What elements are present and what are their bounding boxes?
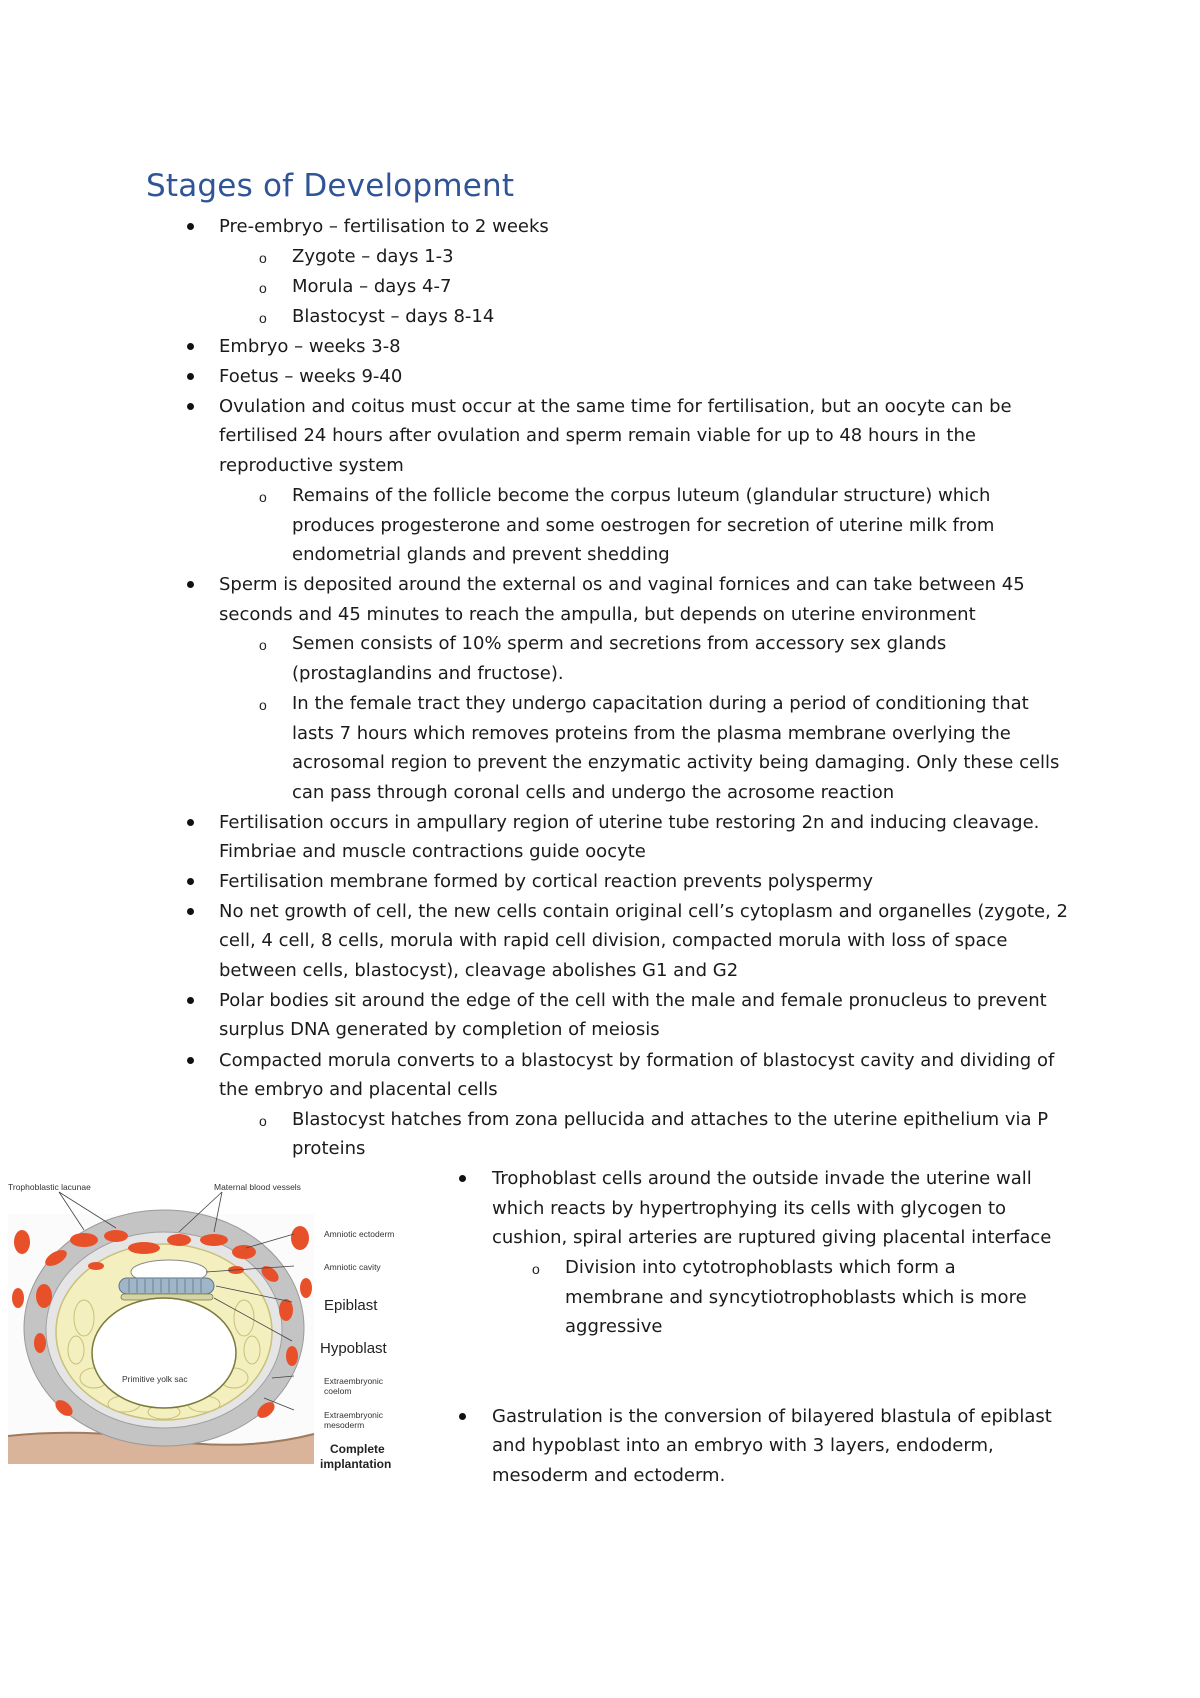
label-amniotic-cavity: Amniotic cavity	[324, 1262, 381, 1272]
sub-item-division: Division into cytotrophoblasts which form a	[565, 1257, 956, 1278]
bullet-dot	[459, 1413, 466, 1420]
list-item-sperm-cont: seconds and 45 minutes to reach the ampulla, but depends on uterine environment	[219, 604, 976, 625]
sub-item-division-cont: membrane and syncytiotrophoblasts which is more	[565, 1287, 1027, 1308]
label-trophoblastic-lacunae: Trophoblastic lacunae	[8, 1182, 91, 1192]
list-item-cleavage-cont: between cells, blastocyst), cleavage abolishes G1 and G2	[219, 960, 739, 981]
bullet-dot	[187, 908, 194, 915]
sub-item-capacitation: In the female tract they undergo capacitation during a period of conditioning that	[292, 693, 1029, 714]
list-item-ovulation-cont: fertilised 24 hours after ovulation and sperm remain viable for up to 48 hours in the	[219, 425, 976, 446]
bullet-dot	[187, 343, 194, 350]
list-item-gastrulation-cont: and hypoblast into an embryo with 3 layers, endoderm,	[492, 1435, 994, 1456]
sub-bullet: o	[259, 637, 267, 653]
sub-item-blastocyst: Blastocyst – days 8-14	[292, 306, 495, 327]
sub-item-division-cont: aggressive	[565, 1316, 663, 1337]
sub-item-morula: Morula – days 4-7	[292, 276, 452, 297]
sub-bullet: o	[259, 310, 267, 326]
bullet-dot	[187, 1057, 194, 1064]
list-item-compacted-morula: Compacted morula converts to a blastocyst by formation of blastocyst cavity and dividing of	[219, 1050, 1055, 1071]
bullet-dot	[187, 878, 194, 885]
bullet-dot	[187, 223, 194, 230]
implantation-diagram	[4, 1178, 404, 1478]
label-primitive-yolk-sac: Primitive yolk sac	[122, 1374, 188, 1384]
bullet-dot	[187, 403, 194, 410]
list-item-cleavage: No net growth of cell, the new cells contain original cell’s cytoplasm and organelles (zygote, 2	[219, 901, 1068, 922]
label-maternal-blood-vessels: Maternal blood vessels	[214, 1182, 301, 1192]
sub-bullet: o	[259, 250, 267, 266]
page-title: Stages of Development	[146, 168, 515, 204]
list-item-pre-embryo: Pre-embryo – fertilisation to 2 weeks	[219, 216, 549, 237]
label-extraembryonic-mesoderm-1: Extraembryonic	[324, 1410, 384, 1420]
sub-item-capacitation-cont: lasts 7 hours which removes proteins from the plasma membrane overlying the	[292, 723, 1011, 744]
sub-item-corpus-luteum-cont: endometrial glands and prevent shedding	[292, 544, 670, 565]
sub-bullet: o	[259, 489, 267, 505]
sub-bullet: o	[532, 1261, 540, 1277]
list-item-trophoblast-cont: which reacts by hypertrophying its cells with glycogen to	[492, 1198, 1007, 1219]
sub-item-hatching-cont: proteins	[292, 1138, 366, 1159]
list-item-ovulation: Ovulation and coitus must occur at the same time for fertilisation, but an oocyte can be	[219, 396, 1012, 417]
list-item-trophoblast-cont: cushion, spiral arteries are ruptured giving placental interface	[492, 1227, 1052, 1248]
bullet-dot	[187, 997, 194, 1004]
list-item-gastrulation: Gastrulation is the conversion of bilayered blastula of epiblast	[492, 1406, 1052, 1427]
list-item-ovulation-cont: reproductive system	[219, 455, 404, 476]
label-extraembryonic-coelom-2: coelom	[324, 1386, 352, 1396]
bullet-dot	[187, 581, 194, 588]
sub-bullet: o	[259, 1113, 267, 1129]
epiblast	[119, 1278, 214, 1294]
label-complete-2: implantation	[320, 1457, 392, 1471]
list-item-fertilisation-cont: Fimbriae and muscle contractions guide oocyte	[219, 841, 646, 862]
label-extraembryonic-coelom-1: Extraembryonic	[324, 1376, 384, 1386]
sub-item-capacitation-cont: can pass through coronal cells and undergo the acrosome reaction	[292, 782, 895, 803]
list-item-sperm: Sperm is deposited around the external os and vaginal fornices and can take between 45	[219, 574, 1025, 595]
bullet-dot	[187, 373, 194, 380]
list-item-cleavage-cont: cell, 4 cell, 8 cells, morula with rapid cell division, compacted morula with loss of space	[219, 930, 1008, 951]
list-item-compacted-morula-cont: the embryo and placental cells	[219, 1079, 498, 1100]
sub-item-zygote: Zygote – days 1-3	[292, 246, 454, 267]
sub-item-semen-cont: (prostaglandins and fructose).	[292, 663, 564, 684]
implantation-figure	[4, 1178, 404, 1478]
label-complete-1: Complete	[330, 1442, 385, 1456]
list-item-foetus: Foetus – weeks 9-40	[219, 366, 403, 387]
list-item-trophoblast: Trophoblast cells around the outside invade the uterine wall	[492, 1168, 1032, 1189]
sub-item-capacitation-cont: acrosomal region to prevent the enzymatic activity being damaging. Only these cells	[292, 752, 1060, 773]
label-extraembryonic-mesoderm-2: mesoderm	[324, 1420, 365, 1430]
sub-bullet: o	[259, 280, 267, 296]
list-item-polar-bodies-cont: surplus DNA generated by completion of meiosis	[219, 1019, 660, 1040]
sub-item-hatching: Blastocyst hatches from zona pellucida and attaches to the uterine epithelium via P	[292, 1109, 1049, 1130]
sub-item-corpus-luteum-cont: produces progesterone and some oestrogen for secretion of uterine milk from	[292, 515, 995, 536]
bullet-dot	[187, 819, 194, 826]
list-item-gastrulation-cont: mesoderm and ectoderm.	[492, 1465, 726, 1486]
list-item-embryo: Embryo – weeks 3-8	[219, 336, 401, 357]
primitive-yolk-sac	[92, 1298, 236, 1408]
sub-bullet: o	[259, 697, 267, 713]
list-item-fertilisation: Fertilisation occurs in ampullary region of uterine tube restoring 2n and inducing cleavage.	[219, 812, 1040, 833]
sub-item-semen: Semen consists of 10% sperm and secretions from accessory sex glands	[292, 633, 947, 654]
bullet-dot	[459, 1175, 466, 1182]
list-item-fertilisation-membrane: Fertilisation membrane formed by cortical reaction prevents polyspermy	[219, 871, 873, 892]
label-amniotic-ectoderm: Amniotic ectoderm	[324, 1229, 395, 1239]
label-epiblast: Epiblast	[324, 1297, 378, 1314]
list-item-polar-bodies: Polar bodies sit around the edge of the cell with the male and female pronucleus to prevent	[219, 990, 1047, 1011]
label-hypoblast: Hypoblast	[320, 1340, 387, 1357]
sub-item-corpus-luteum: Remains of the follicle become the corpus luteum (glandular structure) which	[292, 485, 991, 506]
